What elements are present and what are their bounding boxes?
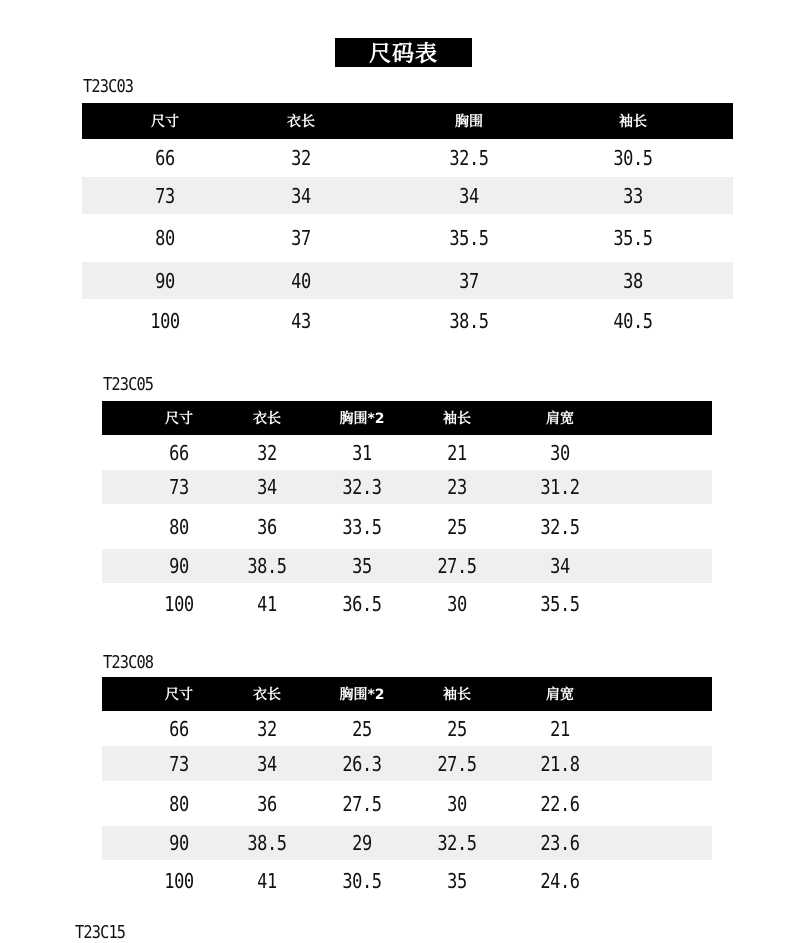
table-cell: 41: [257, 869, 277, 893]
table-row: [82, 139, 733, 177]
table-row: [102, 826, 712, 860]
table-row: [102, 549, 712, 583]
table-cell: 24.6: [540, 869, 580, 893]
table-row: [102, 781, 712, 826]
table-cell: 32.5: [437, 831, 477, 855]
size-table-t23c05: [102, 401, 712, 625]
table-cell: 32.3: [342, 475, 382, 499]
table-cell: 35.5: [449, 226, 489, 250]
product-code: T23C08: [103, 652, 154, 673]
table-cell: 32: [257, 440, 277, 465]
table-cell: 100: [164, 869, 194, 893]
header-cell: 尺寸: [165, 411, 193, 427]
table-cell: 66: [169, 716, 189, 741]
header-cell: 胸围: [455, 114, 483, 130]
table-cell: 30: [447, 791, 467, 816]
table-cell: 29: [352, 831, 372, 855]
table-cell: 90: [169, 831, 189, 855]
table-cell: 43: [291, 309, 311, 333]
header-cell: 袖长: [443, 687, 471, 703]
table-cell: 80: [169, 791, 189, 816]
product-code: T23C03: [83, 76, 134, 97]
table-row: [82, 262, 733, 299]
table-cell: 37: [459, 268, 479, 293]
table-row: [102, 504, 712, 549]
table-cell: 41: [257, 592, 277, 616]
table-row: [102, 711, 712, 746]
table-cell: 34: [257, 751, 277, 776]
product-code: T23C15: [75, 922, 126, 943]
table-cell: 25: [447, 514, 467, 539]
table-cell: 26.3: [342, 751, 382, 776]
table-cell: 80: [169, 514, 189, 539]
header-cell: 尺寸: [151, 114, 179, 130]
table-cell: 40.5: [613, 309, 653, 333]
table-cell: 30.5: [342, 869, 382, 893]
table-cell: 31.2: [540, 475, 580, 499]
header-cell: 肩宽: [546, 687, 574, 703]
table-cell: 66: [169, 440, 189, 465]
header-cell: 衣长: [287, 114, 315, 130]
table-row: [82, 299, 733, 343]
table-cell: 25: [447, 716, 467, 741]
table-cell: 66: [155, 146, 175, 170]
table-cell: 25: [352, 716, 372, 741]
table-row: [102, 746, 712, 781]
product-code: T23C05: [103, 374, 154, 395]
header-cell: 尺寸: [165, 687, 193, 703]
table-cell: 32: [257, 716, 277, 741]
table-row: [82, 177, 733, 214]
table-cell: 36.5: [342, 592, 382, 616]
header-cell: 袖长: [619, 114, 647, 130]
table-cell: 23.6: [540, 831, 580, 855]
table-cell: 35: [447, 869, 467, 893]
table-cell: 100: [164, 592, 194, 616]
table-cell: 32: [291, 146, 311, 170]
table-cell: 36: [257, 514, 277, 539]
table-cell: 35.5: [540, 592, 580, 616]
header-cell: 衣长: [253, 411, 281, 427]
table-header: [82, 103, 733, 139]
table-cell: 32.5: [449, 146, 489, 170]
table-row: [102, 470, 712, 504]
table-cell: 73: [169, 475, 189, 499]
table-cell: 73: [155, 183, 175, 208]
page-title: 尺码表: [335, 38, 472, 67]
header-cell: 胸围*2: [339, 687, 385, 703]
table-cell: 90: [169, 554, 189, 578]
table-cell: 90: [155, 268, 175, 293]
table-cell: 32.5: [540, 514, 580, 539]
header-cell: 袖长: [443, 411, 471, 427]
table-cell: 37: [291, 226, 311, 250]
size-table-t23c03: [82, 103, 733, 343]
table-cell: 31: [352, 440, 372, 465]
table-cell: 30.5: [613, 146, 653, 170]
table-row: [102, 435, 712, 470]
table-cell: 34: [257, 475, 277, 499]
table-cell: 35: [352, 554, 372, 578]
table-cell: 30: [447, 592, 467, 616]
table-cell: 21: [447, 440, 467, 465]
table-cell: 38.5: [247, 554, 287, 578]
table-cell: 35.5: [613, 226, 653, 250]
size-table-t23c08: [102, 677, 712, 902]
table-cell: 23: [447, 475, 467, 499]
table-cell: 40: [291, 268, 311, 293]
table-cell: 100: [150, 309, 180, 333]
table-cell: 34: [550, 554, 570, 578]
table-row: [82, 214, 733, 262]
table-cell: 22.6: [540, 791, 580, 816]
table-cell: 21: [550, 716, 570, 741]
header-cell: 肩宽: [546, 411, 574, 427]
table-row: [102, 583, 712, 625]
table-cell: 34: [459, 183, 479, 208]
table-header: [102, 677, 712, 711]
table-cell: 36: [257, 791, 277, 816]
table-cell: 27.5: [437, 751, 477, 776]
table-row: [102, 860, 712, 902]
header-cell: 衣长: [253, 687, 281, 703]
table-cell: 38: [623, 268, 643, 293]
table-cell: 27.5: [342, 791, 382, 816]
table-cell: 30: [550, 440, 570, 465]
table-cell: 38.5: [449, 309, 489, 333]
table-header: [102, 401, 712, 435]
table-cell: 80: [155, 226, 175, 250]
table-cell: 73: [169, 751, 189, 776]
header-cell: 胸围*2: [339, 411, 385, 427]
table-cell: 34: [291, 183, 311, 208]
table-cell: 21.8: [540, 751, 580, 776]
table-cell: 33.5: [342, 514, 382, 539]
table-cell: 38.5: [247, 831, 287, 855]
table-cell: 33: [623, 183, 643, 208]
table-cell: 27.5: [437, 554, 477, 578]
